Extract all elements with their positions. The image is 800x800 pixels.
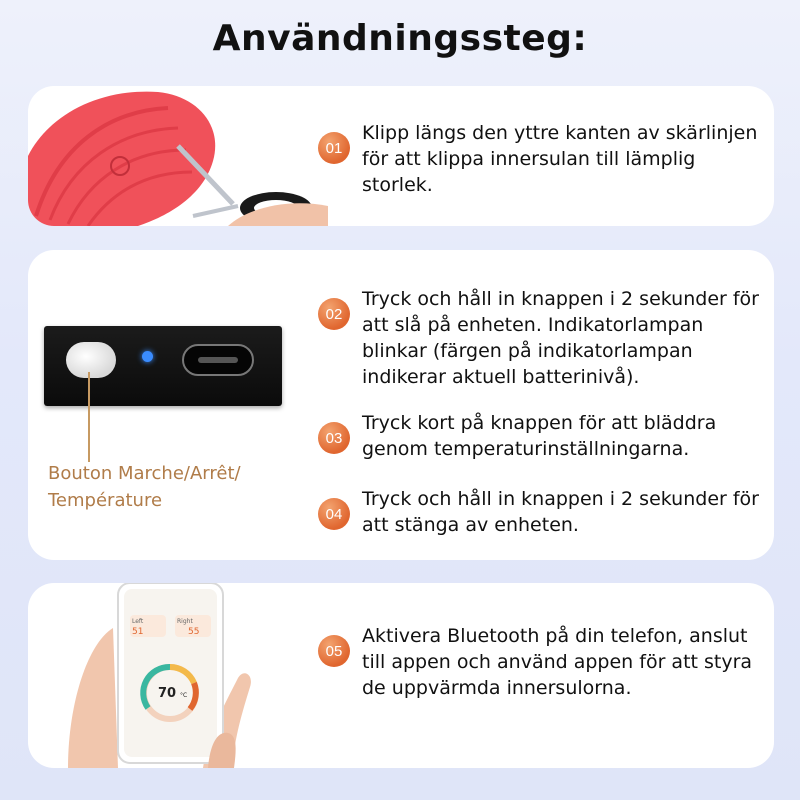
usb-c-port	[182, 344, 254, 376]
heater-device	[44, 326, 282, 406]
step-badge: 05	[318, 635, 350, 667]
step-text: Tryck och håll in knappen i 2 sekunder för att stänga av enheten.	[362, 488, 759, 536]
step-3	[318, 410, 772, 462]
step-text: Aktivera Bluetooth på din telefon, anslut till appen och använd appen för att styra de uppvärmda innersulorna.	[362, 625, 753, 699]
step-card-cut	[28, 86, 774, 226]
step-1	[318, 120, 772, 198]
left-temp: 51	[132, 627, 144, 637]
right-temp: 55	[188, 627, 200, 637]
page-title: Användningssteg:	[212, 18, 588, 59]
step-4	[318, 486, 772, 538]
step-text: Tryck kort på knappen för att bläddra genom temperaturinställningarna.	[362, 412, 717, 460]
power-button-label: Bouton Marche/Arrêt/ Température	[48, 463, 241, 511]
right-label: Right	[177, 618, 193, 625]
step-badge: 04	[318, 498, 350, 530]
step-2	[318, 286, 772, 390]
step-card-app	[28, 583, 774, 768]
step-text: Klipp längs den yttre kanten av skärlinjen för att klippa innersulan till lämplig storlek.	[362, 122, 758, 196]
insole-scissors-illustration	[28, 86, 328, 226]
step-badge: 03	[318, 422, 350, 454]
step-badge: 01	[318, 132, 350, 164]
temp-unit: °C	[180, 692, 188, 699]
indicator-led	[142, 351, 153, 362]
phone-app-illustration	[28, 583, 288, 768]
step-badge: 02	[318, 298, 350, 330]
center-temp: 70	[158, 686, 177, 701]
step-5	[318, 623, 772, 701]
power-button	[66, 342, 116, 378]
step-card-device	[28, 250, 774, 560]
step-text: Tryck och håll in knappen i 2 sekunder för att slå på enheten. Indikatorlampan blinkar (färgen på indikatorlampan indikerar aktuell batterinivå).	[362, 288, 759, 388]
left-label: Left	[132, 618, 144, 625]
label-leader-line	[88, 372, 90, 462]
